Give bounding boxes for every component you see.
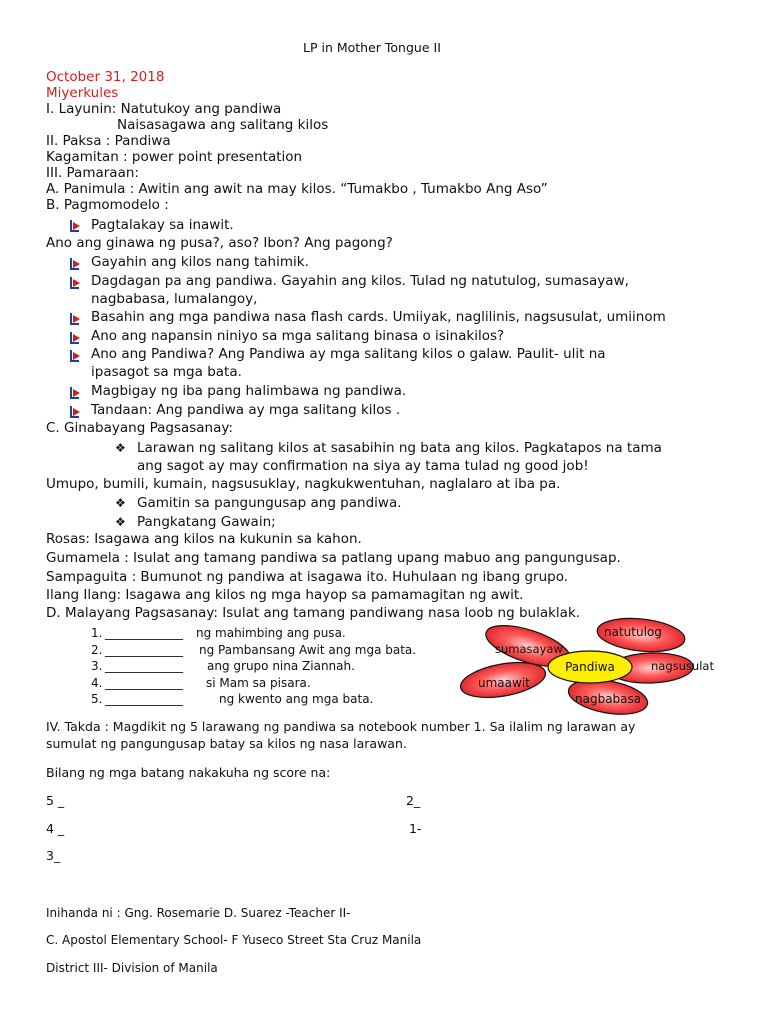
paksa: II. Paksa : Pandiwa [46,133,171,149]
rosas-line: Rosas: Isagawa ang kilos na kukunin sa kahon. [46,531,362,547]
arrow-bullet-icon [69,255,81,269]
takda-line-1: IV. Takda : Magdikit ng 5 larawang ng pandiwa sa notebook number 1. Sa ilalim ng larawan ay [46,719,636,734]
bullet-text-cont: ipasagot sa mga bata. [91,364,242,380]
panimula: A. Panimula : Awitin ang awit na may kilos. “Tumakbo , Tumakbo Ang Aso” [46,181,548,197]
pagmomodelo: B. Pagmomodelo : [46,197,169,213]
date: October 31, 2018 [46,69,165,85]
bullet-text: Ano ang Pandiwa? Ang Pandiwa ay mga salitang kilos o galaw. Paulit- ulit na [91,346,606,362]
ginabayang-heading: C. Ginabayang Pagsasanay: [46,420,233,436]
malayang-heading: D. Malayang Pagsasanay: Isulat ang tamang pandiwang nasa loob ng bulaklak. [46,605,581,621]
ilang-ilang-line: Ilang Ilang: Isagawa ang kilos ng mga hayop sa pamamagitan ng awit. [46,587,524,603]
flower-illustration [458,618,714,718]
diamond-bullet-icon: ❖ [115,496,126,510]
day: Miyerkules [46,85,119,101]
bullet-text: Magbigay ng iba pang halimbawa ng pandiwa. [91,383,407,399]
bullet-text: Tandaan: Ang pandiwa ay mga salitang kilos . [91,402,401,418]
arrow-bullet-icon [69,310,81,324]
arrow-bullet-icon [69,403,81,417]
flower-center-label: Pandiwa [565,660,615,674]
arrow-bullet-icon [69,217,81,231]
pamaraan: III. Pamaraan: [46,165,139,181]
bullet-text: Pagtalakay sa inawit. [91,217,234,233]
document-title: LP in Mother Tongue II [303,40,441,55]
prepared-by: Inihanda ni : Gng. Rosemarie D. Suarez -Teacher II- [46,906,351,920]
answer-blank: _____________ [105,659,183,673]
bullet-text: Dagdagan pa ang pandiwa. Gayahin ang kilos. Tulad ng natutulog, sumasayaw, [91,273,629,289]
score-three: 3_ [46,848,61,863]
bilang-line: Bilang ng mga batang nakakuha ng score na: [46,765,331,780]
answer-blank: _____________ [105,626,183,640]
petal-label: nagsusulat [651,659,714,673]
gumamela-line: Gumamela : Isulat ang tamang pandiwa sa patlang upang mabuo ang pangungusap. [46,550,621,566]
score-four: 4 _ [46,821,65,836]
bullet-text-cont: nagbabasa, lumalangoy, [91,291,258,307]
petal-label: nagbabasa [575,692,642,706]
score-two: 2_ [406,793,421,808]
petal-label: sumasayaw [495,642,563,656]
question-line: Ano ang ginawa ng pusa?, aso? Ibon? Ang pagong? [46,235,393,251]
answer-blank: _____________ [105,643,183,657]
kagamitan: Kagamitan : power point presentation [46,149,303,165]
diamond-bullet-icon: ❖ [115,441,126,455]
diamond-bullet-icon: ❖ [115,515,126,529]
layunin-1: I. Layunin: Natutukoy ang pandiwa [46,101,282,117]
diamond-item-text-cont: ang sagot ay may confirmation na siya ay tama tulad ng good job! [137,458,589,474]
answer-blank: _____________ [105,692,183,706]
sampaguita-line: Sampaguita : Bumunot ng pandiwa at isagawa ito. Huhulaan ng ibang grupo. [46,569,569,585]
district-line: District III- Division of Manila [46,961,218,975]
bullet-text: Gayahin ang kilos nang tahimik. [91,254,309,270]
bullet-text: Ano ang napansin niniyo sa mga salitang binasa o isinakilos? [91,328,505,344]
petal-label: umaawit [478,676,530,690]
arrow-bullet-icon [69,274,81,288]
arrow-bullet-icon [69,347,81,361]
umupo-line: Umupo, bumili, kumain, nagsusuklay, nagkukwentuhan, naglalaro at iba pa. [46,476,561,492]
score-one: 1- [409,821,422,836]
layunin-2: Naisasagawa ang salitang kilos [117,117,329,133]
diamond-item-text: Pangkatang Gawain; [137,514,276,530]
diamond-item-text: Larawan ng salitang kilos at sasabihin ng bata ang kilos. Pagkatapos na tama [137,440,662,456]
arrow-bullet-icon [69,384,81,398]
school-name: C. Apostol Elementary School- F Yuseco Street Sta Cruz Manila [46,933,422,947]
answer-blank: _____________ [105,676,183,690]
bullet-text: Basahin ang mga pandiwa nasa flash cards. Umiiyak, naglilinis, nagsusulat, umiinom [91,309,666,325]
diamond-item-text: Gamitin sa pangungusap ang pandiwa. [137,495,402,511]
arrow-bullet-icon [69,329,81,343]
score-five: 5 _ [46,793,65,808]
takda-line-2: sumulat ng pangungusap batay sa kilos ng nasa larawan. [46,736,407,751]
petal-label: natutulog [604,625,662,639]
